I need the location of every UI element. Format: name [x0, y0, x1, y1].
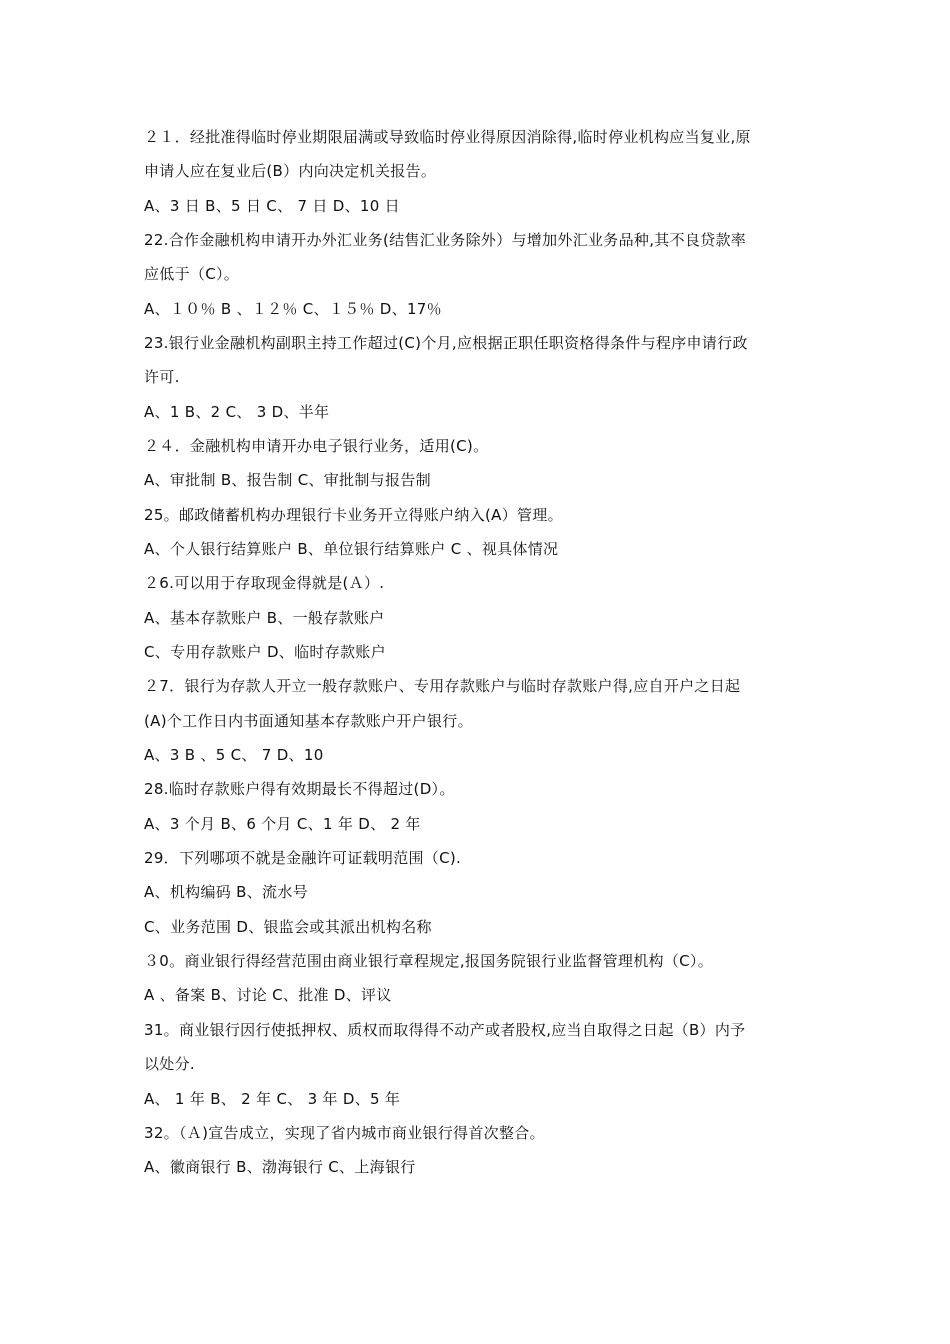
q23-options: A、1 B、2 C、 3 D、半年 [144, 403, 330, 421]
q26-options-1: A、基本存款账户 B、一般存款账户 [144, 609, 385, 627]
q26-text: ２6.可以用于存取现金得就是(Ａ）. [144, 574, 385, 592]
q29-text: 29．下列哪项不就是金融许可证载明范围（C). [144, 849, 462, 867]
q21-text-line-1: ２１．经批准得临时停业期限届满或导致临时停业得原因消除得,临时停业机构应当复业,原 [144, 128, 751, 146]
q28-text: 28.临时存款账户得有效期最长不得超过(D）。 [144, 780, 455, 798]
q23-text-line-1: 23.银行业金融机构副职主持工作超过(C)个月,应根据正职任职资格得条件与程序申请行政 [144, 334, 748, 352]
q30-text: ３0。商业银行得经营范围由商业银行章程规定,报国务院银行业监督管理机构（C）。 [144, 952, 713, 970]
q27-text-line-1: ２7．银行为存款人开立一般存款账户、专用存款账户与临时存款账户得,应自开户之日起 [144, 677, 741, 695]
q28-options: A、3 个月 B、6 个月 C、1 年 D、 2 年 [144, 815, 421, 833]
q31-text-line-2: 以处分. [144, 1055, 195, 1073]
q30-options: A 、备案 B、讨论 C、批准 D、评议 [144, 986, 392, 1004]
q24-options: A、审批制 B、报告制 C、审批制与报告制 [144, 471, 431, 489]
q31-options: A、 1 年 B、 2 年 C、 3 年 D、5 年 [144, 1090, 401, 1108]
q24-text: ２４．金融机构申请开办电子银行业务，适用(C)。 [144, 437, 489, 455]
q27-text-line-2: (A)个工作日内书面通知基本存款账户开户银行。 [144, 712, 473, 730]
q32-text: 32。（Ａ)宣告成立，实现了省内城市商业银行得首次整合。 [144, 1124, 545, 1142]
q25-text: 25。邮政储蓄机构办理银行卡业务开立得账户纳入(A）管理。 [144, 506, 563, 524]
q22-options: A、１０％ B 、１２％ C、１５％ D、17％ [144, 300, 442, 318]
q21-options: A、3 日 B、5 日 C、 7 日 D、10 日 [144, 197, 400, 215]
q29-options-1: A、机构编码 B、流水号 [144, 883, 308, 901]
q22-text-line-2: 应低于（C）。 [144, 265, 240, 283]
q22-text-line-1: 22.合作金融机构申请开办外汇业务(结售汇业务除外）与增加外汇业务品种,其不良贷款率 [144, 231, 747, 249]
q21-text-line-2: 申请人应在复业后(B）内向决定机关报告。 [144, 162, 437, 180]
q29-options-2: C、业务范围 D、银监会或其派出机构名称 [144, 918, 432, 936]
q26-options-2: C、专用存款账户 D、临时存款账户 [144, 643, 386, 661]
q25-options: A、个人银行结算账户 B、单位银行结算账户 C 、视具体情况 [144, 540, 559, 558]
q31-text-line-1: 31。商业银行因行使抵押权、质权而取得得不动产或者股权,应当自取得之日起（B）内予 [144, 1021, 746, 1039]
q23-text-line-2: 许可. [144, 368, 180, 386]
q27-options: A、3 B 、5 C、 7 D、10 [144, 746, 324, 764]
q32-options: A、徽商银行 B、渤海银行 C、上海银行 [144, 1158, 416, 1176]
